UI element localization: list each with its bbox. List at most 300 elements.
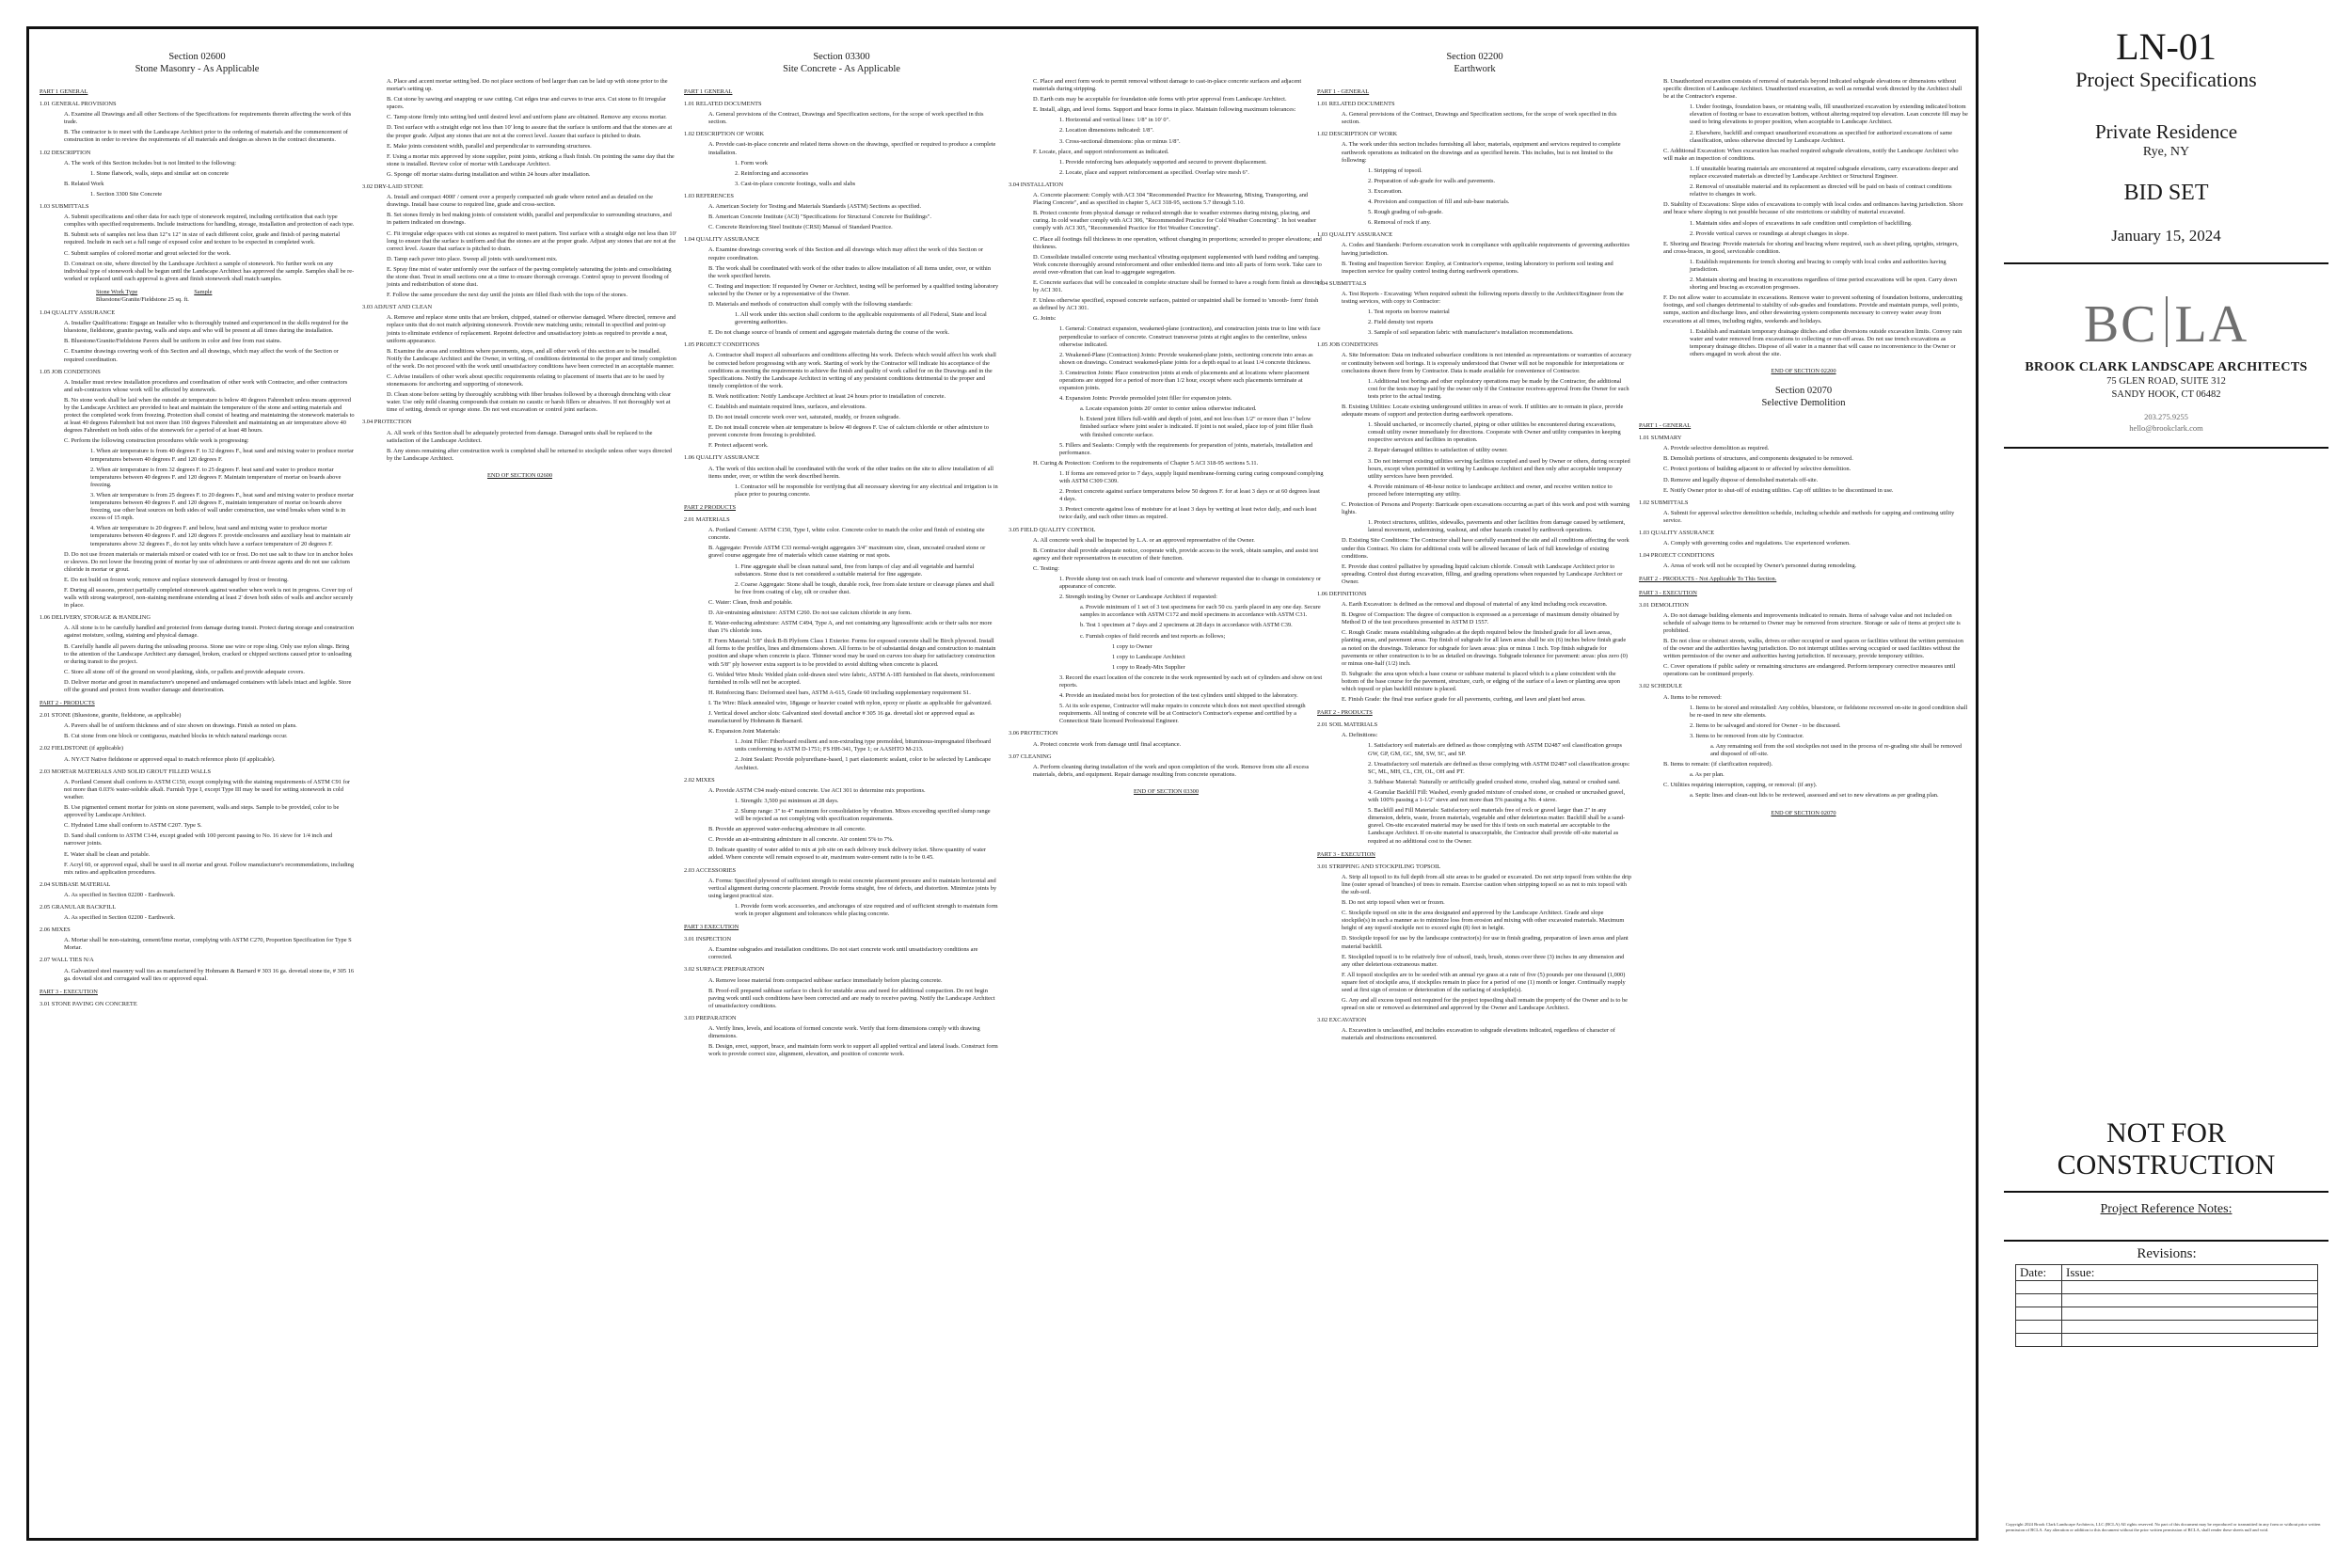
- paragraph: 3. When air temperature is from 25 degrees F. to 20 degrees F., heat sand and mixing water to produce mortar temperatures between 40 degrees F. and 120 degrees F., maintain temperature of mortar on boards above freezing, use other heat sources on both sides of wall under construction, use wind breaks when wind is in excess of 15 mph.: [90, 491, 354, 522]
- paragraph: D. Earth cuts may be acceptable for foundation side forms with prior approval from Landscape Architect.: [1033, 96, 1287, 103]
- paragraph: D. Deliver mortar and grout in manufacturer's unopened and undamaged containers with labels intact and legible. Store off the ground and protect from weather damage and deterioration.: [64, 678, 352, 693]
- paragraph: A. As specified in Section 02200 - Earthwork.: [64, 891, 176, 898]
- paragraph: E. Provide dust control palliative by spreading liquid calcium chloride. Consult with Landscape Architect prior to spreading. Control dust during excavation, filling, and grading operations when requested by Landscape Architect or Owner.: [1342, 562, 1623, 585]
- paragraph: C. Protect portions of building adjacent to or affected by selective demolition.: [1663, 466, 1851, 473]
- paragraph: 3. Do not interrupt existing utilities serving facilities occupied and used by Owner or others, during occupied hours, except when permitted in writing by Landscape Architect and then only after acceptable temporary utility services have been provided.: [1368, 457, 1630, 480]
- firm-logo: BC LA: [2083, 295, 2249, 354]
- paragraph: A. All work of this Section shall be adequately protected from damage. Damaged units shall be replaced to the satisfaction of the Landscape Architect.: [387, 429, 653, 444]
- paragraph: A. Installer must review installation procedures and coordination of other work with Contractor, and other contractors and sub-contractors whose work will be affected by stonework.: [64, 378, 348, 393]
- table-row: [2016, 1321, 2318, 1334]
- paragraph: B. Cut stone from one block or contiguous, matched blocks in which natural markings occur.: [64, 733, 288, 740]
- paragraph: 1. Contractor will be responsible for verifying that all necessary sleeving for any electrical and irrigation is in place prior to pouring concrete.: [735, 483, 998, 498]
- paragraph: B. The contractor is to meet with the Landscape Architect prior to the ordering of materials and the commencement of construction in order to review the requirements of all materials and designs as shown in the contract documents.: [64, 129, 348, 144]
- paragraph: 3. Subbase Material: Naturally or artificially graded crushed stone, crushed slag, natural or crushed sand.: [1368, 778, 1621, 785]
- article-heading: 3.05 FIELD QUALITY CONTROL: [1009, 526, 1096, 533]
- paragraph: A. Installer Qualifications: Engage an Installer who is thoroughly trained and experienced in the skills required for the bluestone, fieldstone, granite paving, walls and steps and who will be present at all times during the installation.: [64, 320, 349, 335]
- article-heading: 3.02 EXCAVATION: [1317, 1017, 1367, 1024]
- article-heading: 1.01 RELATED DOCUMENTS: [684, 101, 762, 108]
- paragraph: A. As specified in Section 02200 - Earthwork.: [64, 914, 176, 922]
- paragraph: A. The work of this Section includes but is not limited to the following:: [64, 159, 237, 166]
- article-heading: 1.03 QUALITY ASSURANCE: [1317, 231, 1393, 239]
- sheet-number: LN-01: [2116, 25, 2217, 68]
- paragraph: 3. Protect concrete against loss of moisture for at least 3 days by wetting at least twice daily, and each least twice daily, and each other times as required.: [1059, 506, 1317, 521]
- paragraph: B. No stone work shall be laid when the outside air temperature is below 40 degrees Fahrenheit unless means approved by the Landscape Architect are provided to heat and maintain the temperature of the stone and setting materials and protect the completed work from freezing. Protection shall consist of heating and maintaining the stonework materials to at least 40 degrees Fahrenheit but not more than 160 degrees Fahrenheit and maintaining an air temperature above 40 degrees Fahrenheit on both sides of the stonework for a period of at least 48 hours.: [64, 396, 355, 435]
- paragraph: A. Site Information: Data on indicated subsurface conditions is not intended as representations or warranties of accuracy or continuity between soil borings. It is expressly understood that Owner will not be responsible for interpretations or conclusions drawn there from by Contractor. Data is made available for convenience of Contractor.: [1342, 352, 1632, 374]
- end-of-section: END OF SECTION 03300: [1133, 787, 1200, 795]
- paragraph: B. Provide an approved water-reducing admixture in all concrete.: [708, 826, 866, 833]
- paragraph: A. Submit specifications and other data for each type of stonework required, including certification that each type complies with specified requirements. Include instructions for handling, storage, installation and protection of each type.: [64, 214, 355, 229]
- paragraph: 2. Strength testing by Owner or Landscape Architect if requested:: [1059, 594, 1217, 601]
- paragraph: 2. Location dimensions indicated: 1/8".: [1059, 127, 1154, 135]
- paragraph: 1. Stripping of topsoil.: [1368, 166, 1422, 174]
- sample-table: Stone Work Type Sample Bluestone/Granite/Fieldstone 25 sq. ft.: [96, 288, 213, 303]
- paragraph: 1. Stone flatwork, walls, steps and similar set on concrete: [90, 169, 229, 177]
- not-for-construction-stamp: NOT FOR CONSTRUCTION: [2057, 1117, 2276, 1180]
- paragraph: F. Acryl 60, or approved equal, shall be used in all mortar and grout. Follow manufacturer's recommendations, including mix ratios and application procedures.: [64, 861, 355, 876]
- paragraph: 3. Cross-sectional dimensions: plus or minus 1/8".: [1059, 137, 1181, 145]
- article-heading: 3.01 STRIPPING AND STOCKPILING TOPSOIL: [1317, 863, 1441, 870]
- article-heading: 2.04 SUBBASE MATERIAL: [40, 880, 111, 888]
- copyright-notice: Copyright 2024 Brook Clark Landscape Architects, LLC (BCLA) All rights reserved. No part of this document may be reproduced or transmitted in any form or without prior written permission of BCLA. Any alteration or addition to this document without the prior written permission of BCLA, shall render these sheets null and void.: [2006, 1522, 2321, 1532]
- date-header: Date:: [2016, 1265, 2062, 1281]
- paragraph: F. Follow the same procedure the next day until the joints are filled flush with the tops of the stones.: [387, 292, 628, 299]
- section-heading: Section 03300 Site Concrete - As Applicable: [783, 52, 900, 74]
- table-row: [2016, 1281, 2318, 1294]
- paragraph: A. Concrete placement: Comply with ACI 304 "Recommended Practice for Measuring, Mixing, Transporting, and Placing Concrete", and as specified in chapter 5, ACI 318-95, sections 5.7 through 5.10.: [1033, 192, 1309, 207]
- paragraph: B. Work notification: Notify Landscape Architect at least 24 hours prior to installation of concrete.: [708, 392, 946, 400]
- paragraph: 1. Establish and maintain temporary drainage ditches and other diversions outside excavation limits. Convey rain water and water removed from excavations to collecting or run-off areas. Do not use trench excavations as temporary drainage ditches. Dispose of all water in a manner that will cause no inconvenience to the Owner or others engaged in work about the site.: [1690, 327, 1963, 357]
- paragraph: 2. Provide vertical curves or roundings at abrupt changes in slope.: [1690, 230, 1849, 237]
- firm-phone: 203.275.9255: [2144, 412, 2188, 421]
- paragraph: 2. Locate, place and support reinforcement as specified. Overlap wire mesh 6".: [1059, 168, 1249, 176]
- divider: [2004, 262, 2328, 264]
- paragraph: A. Provide cast-in-place concrete and related items shown on the drawings, specified or required to produce a complete installation.: [708, 141, 996, 156]
- paragraph: 2. Reinforcing and accessories: [735, 169, 809, 177]
- paragraph: 4. Expansion Joints: Provide premolded joint filler for expansion joints.: [1059, 395, 1232, 403]
- paragraph: A. Perform cleaning during installation of the work and upon completion of the work. Remove from site all excess materials, debris, and equipment. Repair damage resulting from concrete operations.: [1033, 763, 1310, 778]
- paragraph: 3. Construction Joints: Place construction joints at ends of placements and at locations where placement operations are stopped for a period of more than 1/2 hour, except where such placements terminate at expansion joints.: [1059, 369, 1310, 392]
- paragraph: 4. Provide an insulated moist box for protection of the test cylinders until shipped to the laboratory.: [1059, 692, 1298, 700]
- paragraph: B. Degree of Compaction: The degree of compaction is expressed as a percentage of maximum density obtained by Method D of the test procedures presented in ASTM D 1557.: [1342, 611, 1620, 626]
- paragraph: F. Locate, place, and support reinforcement as indicated.: [1033, 148, 1169, 155]
- paragraph: A. Provide ASTM C94 ready-mixed concrete. Use ACI 301 to determine mix proportions.: [708, 786, 926, 794]
- paragraph: A. American Society for Testing and Materials Standards (ASTM) Sections as specified.: [708, 203, 922, 211]
- paragraph: B. Items to remain: (if clarification required).: [1663, 761, 1773, 768]
- paragraph: B. Protect concrete from physical damage or reduced strength due to weather extremes during mixing, placing, and curing. In cold weather comply with ACI 306, "Recommended Practice for Cold Weather Concreting". In hot weather comply with ACI 305, "Recommended Practice for Hot Weather Concreting".: [1033, 210, 1317, 232]
- paragraph: F. Form Material: 5/8" thick B-B Plyform Class 1 Exterior. Forms for exposed concrete shall be Birch plywood. Install all forms to the profiles, lines and dimensions shown. All forms to be of substantial design and construction to maintain position and shape when concrete is place. Thinner wood may be used on curves too sharp for satisfactory construction with 5/8" ply however extra support is to be provided to avoid shifting when concrete is placed.: [708, 638, 996, 668]
- paragraph: 1. Provide form work accessories, and anchorages of size required and of sufficient strength to maintain form work in proper alignment and tolerances while placing concrete.: [735, 902, 998, 917]
- article-heading: 2.01 MATERIALS: [684, 516, 730, 524]
- article-heading: 1.02 DESCRIPTION: [40, 149, 91, 156]
- paragraph: C. Tamp stone firmly into setting bed until desired level and uniform plane are obtained. Remove any excess mortar.: [387, 114, 667, 121]
- paragraph: A. All concrete work shall be inspected by L.A. or an approved representative of the Owner.: [1033, 536, 1255, 544]
- paragraph: C. Place all footings full thickness in one operation, without changing in proportions; screeded to proper elevations; and thickness.: [1033, 235, 1322, 250]
- firm-name: BROOK CLARK LANDSCAPE ARCHITECTS: [2025, 360, 2308, 374]
- firm-address-line-2: SANDY HOOK, CT 06482: [2111, 389, 2221, 400]
- paragraph: 3. Sample of soil separation fabric with manufacturer's installation recommendations.: [1368, 329, 1574, 337]
- paragraph: 1. If unsuitable bearing materials are encountered at required subgrade elevations, carry excavations deeper and replace excavated materials as directed by Landscape Architect or Structural Engineer.: [1690, 165, 1959, 181]
- end-of-section: END OF SECTION 02200: [1771, 368, 1836, 374]
- paragraph: 5. At its sole expense, Contractor will make repairs to concrete which does not meet specified strength requirements. All testing of concrete will be at Contractor's Contractor's expense and certified by a Connecticut State licensed Professional Engineer.: [1059, 703, 1306, 725]
- paragraph: 3. Items to be removed from site by Contractor.: [1690, 732, 1804, 739]
- paragraph: B. Proof-roll prepared subbase surface to check for unstable areas and need for additional compaction. Do not begin paving work until such conditions have been corrected and are ready to receive paving. Notify the Landscape Architect of unsatisfactory conditions.: [708, 987, 995, 1009]
- part-heading: PART 1 GENERAL: [684, 88, 733, 95]
- paragraph: 4. Provide minimum of 48-hour notice to landscape architect and owner, and receive written notice to proceed before interrupting any utility.: [1368, 483, 1613, 498]
- paragraph: F. Do not allow water to accumulate in excavations. Remove water to prevent softening of foundation bottoms, undercutting footings, and soil changes detrimental to stability of sub-grades and foundations. Provide and maintain pumps, well points, sumps, suction and discharge lines, and other dewatering system components necessary to convey water away from excavations at all times, including nights, weekends and holidays.: [1663, 294, 1963, 325]
- paragraph: 1 copy to Landscape Architect: [1112, 653, 1185, 660]
- paragraph: 1. Establish requirements for trench shoring and bracing to comply with local codes and authorities having jurisdiction.: [1690, 258, 1947, 273]
- paragraph: C. Additional Excavation: When excavation has reached required subgrade elevations, notify the Landscape Architect who will make an inspection of conditions.: [1663, 147, 1959, 162]
- paragraph: C. Stockpile topsoil on site in the area designated and approved by the Landscape Architect. Grade and slope stockpile(s) in such a manner as to minimize loss from erosion and mixing with other excavated materials. Maximum height of any topsoil stockpile not to exceed eight (8) feet in height.: [1342, 910, 1625, 932]
- paragraph: a. Provide minimum of 1 set of 3 test specimens for each 50 cu. yards placed in any one day. Secure samples in accordance with ASTM C172 and mold specimens in accordance with ASTM C31.: [1080, 604, 1321, 619]
- paragraph: 2. Unsatisfactory soil materials are defined as those complying with ASTM D2487 soil classification groups: SC, ML, MH, CL, CH, OL, OH and PT.: [1368, 760, 1630, 775]
- paragraph: E. Concrete surfaces that will be concealed in complete structure shall be formed to have a rough form finish as directed by ACI 301.: [1033, 278, 1323, 294]
- paragraph: K. Expansion Joint Materials:: [708, 728, 781, 736]
- paragraph: 2. Maintain shoring and bracing in excavations regardless of time period excavations will be open. Carry down shoring and bracing as excavation progresses.: [1690, 277, 1957, 292]
- article-heading: 2.03 MORTAR MATERIALS AND SOLID GROUT FILLED WALLS: [40, 768, 212, 775]
- paragraph: A. Codes and Standards: Perform excavation work in compliance with applicable requirements of governing authorities having jurisdiction.: [1342, 242, 1630, 257]
- paragraph: 1. Section 3300 Site Concrete: [90, 190, 163, 198]
- reference-notes-label: Project Reference Notes:: [2100, 1202, 2233, 1216]
- paragraph: A. NY/CT Native fieldstone or approved equal to match reference photo (if applicable).: [64, 755, 276, 763]
- paragraph: B. Bluestone/Granite/Fieldstone Pavers shall be uniform in color and free from rust stains.: [64, 338, 282, 345]
- paragraph: A. Do not damage building elements and improvements indicated to remain. Items of salvage value and not included on schedule of salvage items to be returned to Owner may be removed from structure. Storage or sale of items at project site is prohibited.: [1663, 611, 1961, 634]
- paragraph: A. Portland Cement: ASTM C150, Type I, white color. Concrete color to match the color and finish of existing site concrete.: [708, 527, 985, 542]
- paragraph: A. Verify lines, levels, and locations of formed concrete work. Verify that form dimensions comply with drawing dimensions.: [708, 1025, 980, 1040]
- paragraph: D. Test surface with a straight edge not less than 10' long to assure that the surface is uniform and that the stones are at the proper grade. Adjust any stones that are not at the correct level. Assure that surface is pitched to drain.: [387, 124, 673, 139]
- paragraph: C. Advise installers of other work about specific requirements relating to placement of inserts that are to be used by stonemasons for anchoring and supporting of stonework.: [387, 373, 665, 388]
- paragraph: B. Do not close or obstruct streets, walks, drives or other occupied or used spaces or facilities without the written permission of the owner and the authorities having jurisdiction. Do not interrupt utilities serving occupied or used facilities without the written permission of the owner and authorities having jurisdiction. If necessary, provide temporary utilities.: [1663, 637, 1963, 660]
- paragraph: F. Unless otherwise specified, exposed concrete surfaces, painted or unpainted shall be formed to 'smooth- form' finish as defined by ACI 301.: [1033, 297, 1319, 312]
- divider: [2004, 1240, 2328, 1242]
- article-heading: 3.02 SURFACE PREPARATION: [684, 966, 765, 974]
- end-of-section: END OF SECTION 02070: [1771, 809, 1836, 816]
- paragraph: C. Testing:: [1033, 564, 1059, 572]
- article-heading: 1.02 DESCRIPTION OF WORK: [684, 131, 765, 138]
- paragraph: D. Do not use frozen materials or materials mixed or coated with ice or frost. Do not use salt to thaw ice in anchor holes or sleeves. Do not lower the freezing point of mortar by use of admixtures or anti-freeze agents and do not use calcium chloride in mortar or grout.: [64, 550, 354, 573]
- paragraph: H. Curing & Protection: Conform to the requirements of Chapter 5 ACI 318-95 sections 5.11.: [1033, 459, 1259, 467]
- paragraph: A. Portland Cement shall conform to ASTM C150, except complying with the staining requirements of ASTM C91 for not more than 0.03% water-soluble alkali. Furnish Type I, except Type III may be used for setting stonework in cold weather.: [64, 778, 351, 800]
- article-heading: 1.06 DEFINITIONS: [1317, 590, 1367, 597]
- paragraph: D. Stability of Excavations: Slope sides of excavations to comply with local codes and ordinances having jurisdiction. Shore and brace where sloping is not possible because of site restrictions or stability of material excavated.: [1663, 201, 1963, 216]
- paragraph: 2. Coarse Aggregate: Stone shall be tough, durable rock, free from slate texture or cleavage planes and shall be free from coating of clay, silt or crusher dust.: [735, 580, 994, 595]
- section-heading: Section 02070 Selective Demolition: [1761, 386, 1846, 409]
- paragraph: 4. Granular Backfill Fill: Washed, evenly graded mixture of crushed stone, or crushed or uncrushed gravel, with 100% passing a 1-1/2" sieve and not more than 5% passing a No. 4 sieve.: [1368, 788, 1626, 804]
- revisions-table: [2015, 1264, 2318, 1347]
- paragraph: 4. Provision and compaction of fill and sub-base materials.: [1368, 198, 1510, 206]
- paragraph: D. Sand shall conform to ASTM C144, except graded with 100 percent passing to No. 16 sieve for 1/4 inch and narrower joints.: [64, 832, 333, 847]
- paragraph: E. Finish Grade: the final true surface grade for all pavements, curbing, and lawn and plant bed areas.: [1342, 696, 1586, 704]
- paragraph: C. Submit samples of colored mortar and grout selected for the work.: [64, 249, 231, 257]
- article-heading: 1.06 DELIVERY, STORAGE & HANDLING: [40, 614, 151, 622]
- paragraph: D. Existing Site Conditions: The Contractor shall have carefully examined the site and all conditions affecting the work under this Contract. No claim for additional costs will be allowed because of lack of full knowledge of existing conditions.: [1342, 537, 1629, 560]
- article-heading: 1.04 QUALITY ASSURANCE: [684, 236, 760, 244]
- paragraph: C. Provide an air-entraining admixture in all concrete. Air content 5% to 7%.: [708, 836, 894, 844]
- paragraph: 2. Weakened-Plane (Contraction) Joints: Provide weakened-plane joints, sectioning concrete into areas as shown on drawings. Construct weakened-plane joints for a depth equal to at least 1/4 concrete thickness.: [1059, 351, 1313, 366]
- part-heading: PART 1 GENERAL: [40, 88, 88, 95]
- paragraph: B. Testing and Inspection Service: Employ, at Contractor's expense, testing laboratory to perform soil testing and inspection service for quality control testing during earthwork operations.: [1342, 260, 1613, 275]
- article-heading: 1.06 QUALITY ASSURANCE: [684, 454, 760, 462]
- paragraph: C. Protection of Persons and Property: Barricade open excavations occurring as part of this work and post with warning lights.: [1342, 501, 1630, 516]
- article-heading: 2.06 MIXES: [40, 927, 71, 934]
- paragraph: A. Examine all Drawings and all other Sections of the Specifications for requirements therein affecting the work of this trade.: [64, 111, 352, 126]
- set-name: BID SET: [2123, 181, 2209, 205]
- paragraph: C. Utilities requiring interruption, capping, or removal: (if any).: [1663, 782, 1818, 789]
- paragraph: B. Unauthorized excavation consists of removal of materials beyond indicated subgrade elevations or dimensions without specific direction of Landscape Architect. Unauthorized excavation, as well as remedial work directed by the Architect shall be at the Contractor's expense.: [1663, 78, 1963, 101]
- paragraph: D. Remove and legally dispose of demolished materials off-site.: [1663, 476, 1819, 483]
- paragraph: A. Areas of work will not be occupied by Owner's personnel during remodeling.: [1663, 562, 1857, 570]
- paragraph: E. Stockpiled topsoil is to be relatively free of subsoil, trash, brush, stones over three (3) inches in any dimension and any other deleterious extraneous matter.: [1342, 953, 1625, 968]
- article-heading: 1.04 SUBMITTALS: [1317, 279, 1367, 287]
- paragraph: 1. Should uncharted, or incorrectly charted, piping or other utilities be encountered during excavations, consult utility owner immediately for directions. Cooperate with Owner and utility companies in keeping respective services and facilities in operation.: [1368, 421, 1621, 444]
- paragraph: A. Protect concrete work from damage until final acceptance.: [1033, 740, 1182, 748]
- paragraph: b. Extend joint fillers full-width and depth of joint, and not less than 1/2" or more than 1" below finished surface where joint sealer is indicated. If joint is not sealed, place top of joint filler flush with finished concrete surface.: [1080, 416, 1313, 438]
- paragraph: B. Use pigmented cement mortar for joints on stone pavement, walls and steps. Sample to be provided, color to be approved by Landscape Architect.: [64, 804, 340, 819]
- paragraph: B. Cut stone by sawing and snapping or saw cutting. Cut edges true and curves to true arcs. Cut stone to fit irregular spaces.: [387, 96, 666, 111]
- paragraph: E. Water-reducing admixture: ASTM C494, Type A, and not containing any lignosulfonic acids or their salts nor more than 1% chloride ions.: [708, 620, 993, 635]
- paragraph: 6. Removal of rock if any.: [1368, 219, 1431, 227]
- paragraph: 2. Preparation of sub-grade for walls and pavements.: [1368, 177, 1496, 184]
- part-heading: PART 2 - PRODUCTS: [1317, 709, 1373, 717]
- paragraph: A. Test Reports - Excavating: When required submit the following reports directly to the Architect/Engineer from the testing services, with copy to Contractor:: [1342, 290, 1624, 305]
- paragraph: C. Rough Grade: means establishing subgrades at the depth required below the finished grade for all lawn areas, planting areas, and pavement areas. Top finish of subgrade for all lawn areas shall be six (6) inches below finish grade as noted on the drawings. Tolerance for subgrade for lawn areas: plus or minus 1 inch. Top finish subgrade for pavements or other construction is to be as detailed on drawings. Subgrade tolerance for pavement: areas: plus zero (0) or minus one-half (1/2) inch.: [1342, 629, 1628, 667]
- paragraph: E. Install, align, and level forms. Support and brace forms in place. Maintain following maximum tolerances:: [1033, 106, 1296, 114]
- paragraph: 2. Repair damaged utilities to satisfaction of utility owner.: [1368, 447, 1508, 454]
- project-name: Private Residence: [2094, 120, 2238, 143]
- paragraph: A. Comply with governing codes and regulations. Use experienced workmen.: [1663, 540, 1851, 547]
- nfc-block: [2004, 1117, 2328, 1217]
- paragraph: C. Water: Clean, fresh and potable.: [708, 598, 793, 606]
- paragraph: B. Do not strip topsoil when wet or frozen.: [1342, 899, 1445, 907]
- paragraph: A. Definitions:: [1342, 732, 1378, 739]
- paragraph: 1. All work under this section shall conform to the applicable requirements of all Federal, State and local governing authorities.: [735, 311, 987, 326]
- paragraph: A. General provisions of the Contract, Drawings and Specification sections, for the scope of work specified in this section.: [1342, 111, 1617, 126]
- paragraph: F. All topsoil stockpiles are to be seeded with an annual rye grass at a rate of five (5) pounds per one thousand (1,000) square feet of stockpile area, if stockpiles remain in place for a period of one (1) month or longer. Continually reapply seed at first sign of erosion or deterioration of the surfacing of stockpile(s).: [1342, 971, 1626, 993]
- paragraph: F. Using a mortar mix approved by stone supplier, point joints, striking a flush finish. On pointing the same day that the stone is installed. Review color of mortar with Landscape Architect.: [387, 152, 675, 167]
- part-heading: PART 1 - GENERAL: [1639, 422, 1692, 430]
- part-heading: PART 2 PRODUCTS: [684, 503, 737, 511]
- paragraph: E. Shoring and Bracing: Provide materials for shoring and bracing where required, such as sheet piling, uprights, stringers, and cross-braces, in good, serviceable condition.: [1663, 240, 1959, 255]
- paragraph: 1. Provide slump test on each truck load of concrete and whenever requested due to change in consistency or appearance of concrete.: [1059, 575, 1322, 591]
- part-heading: PART 3 - EXECUTION: [40, 988, 98, 995]
- part-heading: PART 1 - GENERAL: [1317, 88, 1370, 95]
- article-heading: 1.04 QUALITY ASSURANCE: [40, 309, 116, 317]
- paragraph: B. Related Work: [64, 180, 104, 187]
- paragraph: D. Subgrade: the area upon which a base course or subbase material is placed which is a plane coincident with the bottom of the base course for the pavement, structure, curb, or edging of the surface of a lawn or planting area upon which topsoil or plan backfill mixture is placed.: [1342, 670, 1620, 692]
- paragraph: 1. Protect structures, utilities, sidewalks, pavements and other facilities from damage caused by settlement, lateral movement, undermining, washout, and other hazards created by earthwork operations.: [1368, 519, 1626, 534]
- paragraph: A. Examine drawings covering work of this Section and all drawings which may affect the work of this Section or require coordination.: [708, 246, 984, 261]
- sheet-title: Project Specifications: [2075, 68, 2257, 91]
- paragraph: C. Place and erect form work to permit removal without damage to cast-in-place concrete surfaces and adjacent materials during stripping.: [1033, 78, 1302, 93]
- paragraph: 1. Satisfactory soil materials are defined as those complying with ASTM D2487 soil classification groups GW, GP, GM, GC, SM, SW, SC, and SP.: [1368, 742, 1622, 757]
- paragraph: C. Establish and maintain required lines, surfaces, and elevations.: [708, 404, 866, 410]
- article-heading: 2.07 WALL TIES N/A: [40, 957, 94, 964]
- paragraph: D. Consolidate installed concrete using mechanical vibrating equipment supplemented with hand rodding and tamping. Work concrete thoroughly around reinforcement and other embedded items and into all parts of form work. Take care to avoid over-vibration that can lead to aggregate segregation.: [1033, 253, 1322, 276]
- article-heading: 3.01 STONE PAVING ON CONCRETE: [40, 1000, 137, 1007]
- paragraph: 3. Excavation.: [1368, 187, 1403, 195]
- article-heading: 1.02 SUBMITTALS: [1639, 499, 1689, 506]
- paragraph: c. Furnish copies of field records and test reports as follows;: [1080, 632, 1226, 640]
- article-heading: 1.03 REFERENCES: [684, 192, 734, 199]
- part-heading: PART 2 - PRODUCTS - Not Applicable To This Section.: [1639, 576, 1777, 583]
- paragraph: 1 copy to Owner: [1112, 642, 1152, 650]
- paragraph: G. Welded Wire Mesh: Welded plain cold-drawn steel wire fabric, ASTM A-185 furnished in flat sheets, reinforcement furnished in rolls will not be accepted.: [708, 671, 995, 686]
- paragraph: G. Joints:: [1033, 315, 1057, 323]
- article-heading: 1.03 SUBMITTALS: [40, 203, 89, 211]
- paragraph: A. Excavation is unclassified, and includes excavation to subgrade elevations indicated, regardless of character of materials and obstructions encountered.: [1342, 1027, 1615, 1042]
- paragraph: A. Contractor shall inspect all subsurfaces and conditions affecting his work. Defects which would affect his work shall be corrected before progressing with any work. Starting of work by the Contractor will indicate his acceptance of the conditions as meeting the requirements to achieve the finish and quality of work called for on the Drawings and in the Specifications. Notify the Landscape Architect in writing of any persistent conditions detrimental to the proper and timely completion of the work.: [708, 352, 996, 389]
- paragraph: I. Tie Wire: Black annealed wire, 18gauge or heavier coated with nylon, epoxy or plastic as applicable for galvanized.: [708, 699, 993, 706]
- paragraph: 1. Items to be stored and reinstalled: Any cobbles, bluestone, or fieldstone recovered on-site in good condition shall be re-used in new site elements.: [1690, 704, 1968, 719]
- paragraph: F. During all seasons, protect partially completed stonework against weather when work is not in progress. Cover top of walls with strong waterproof, non-staining membrane extending at least 2' down both sides of walls and anchor securely in place.: [64, 586, 354, 610]
- paragraph: D. Materials and methods of construction shall comply with the following standards:: [708, 300, 913, 308]
- paragraph: D. Stockpile topsoil for use by the landscape contractor(s) for use in finish grading, preparation of lawn areas and plant material backfill.: [1342, 935, 1629, 950]
- paragraph: 5. Fillers and Sealants: Comply with the requirements for preparation of joints, materials, installation and performance.: [1059, 441, 1313, 456]
- paragraph: 1. When air temperature is from 40 degrees F. to 32 degrees F., heat sand and mixing water to produce mortar temperatures between 40 degrees F. and 120 degrees F.: [90, 448, 354, 463]
- spec-column-2: [362, 75, 677, 489]
- paragraph: A. The work of this section shall be coordinated with the work of the other trades on the site to allow installation of all items under, over, or within the work described herein.: [708, 465, 994, 480]
- paragraph: 1. Maintain sides and slopes of excavations in safe condition until completion of backfilling.: [1690, 219, 1913, 227]
- paragraph: B. Examine the areas and conditions where pavements, steps, and all other work of this section are to be installed. Notify the Landscape Architect and the Owner, in writing, of conditions detrimental to the proper and timely completion of the work. Do not proceed with the work until unsatisfactory conditions have been corrected in an acceptable manner.: [387, 347, 677, 370]
- article-heading: 3.01 INSPECTION: [684, 936, 732, 943]
- paragraph: 1. Fine aggregate shall be clean natural sand, free from lumps of clay and all vegetable and harmful substances. Stone dust is not considered a suitable material for fine aggregate.: [735, 562, 975, 578]
- paragraph: C. Perform the following construction procedures while work is progressing:: [64, 437, 249, 445]
- paragraph: 1. If forms are removed prior to 7 days, supply liquid membrane-forming curing curing compound complying with ASTM C309 C309.: [1059, 469, 1324, 485]
- paragraph: B. Existing Utilities: Locate existing underground utilities in areas of work. If utilities are to remain in place, provide adequate means of support and protection during earthwork operations.: [1342, 404, 1624, 419]
- paragraph: B. The work shall be coordinated with work of the other trades to allow installation of all items under, over, or within the work specified herein.: [708, 264, 992, 279]
- paragraph: A. Place and accent mortar setting bed. Do not place sections of bed larger than can be laid up with stone prior to the mortar's setting up.: [387, 78, 668, 93]
- paragraph: J. Vertical dowel anchor slots: Galvanized steel dovetail anchor # 305 16 ga. dovetail slot or approved equal as manufactured by Hohmann & Barnard.: [708, 710, 975, 725]
- paragraph: A. Provide selective demolition as required.: [1663, 445, 1770, 452]
- divider: [2004, 1191, 2328, 1193]
- part-heading: PART 3 - EXECUTION: [1317, 850, 1375, 858]
- paragraph: C. Concrete Reinforcing Steel Institute (CRSI) Manual of Standard Practice.: [708, 224, 893, 231]
- paragraph: B. Carefully handle all pavers during the unloading process. Stone use wire or rope sling. Only use nylon slings. Bring to the attention of the Landscape Architect any damaged, broken, cracked or chipped sections caused prior to unloading or during transit to the project.: [64, 642, 352, 665]
- article-heading: 2.03 ACCESSORIES: [684, 866, 737, 874]
- paragraph: 5. Backfill and Fill Materials: Satisfactory soil materials free of rock or gravel larger than 2" in any dimension, debris, waste, frozen materials, vegetable and other deleterious matter. Backfill shall be a sand-gravel. On-site excavated material may be used for this if tests on such material are acceptable to the Landscape Architect. If on-site material is unacceptable, the Contractor shall provide off-site material as required at no additional cost to the Owner.: [1368, 807, 1626, 845]
- article-heading: 3.03 ADJUST AND CLEAN: [362, 304, 433, 311]
- article-heading: 2.02 FIELDSTONE (if applicable): [40, 745, 123, 752]
- issue-header: Issue:: [2062, 1265, 2318, 1281]
- paragraph: H. Reinforcing Bars: Deformed steel bars, ASTM A-615, Grade 60 including supplementary requirement S1.: [708, 689, 971, 696]
- paragraph: A. Examine subgrades and installation conditions. Do not start concrete work until unsatisfactory conditions are corrected.: [708, 946, 978, 961]
- paragraph: B. Demolish portions of structures, and components designated to be removed.: [1663, 455, 1853, 463]
- paragraph: G. Any and all excess topsoil not required for the project topsoiling shall remain the property of the Owner and is to be spread on site or removed as determined and approved by the Owner and Landscape Architect.: [1342, 997, 1629, 1012]
- paragraph: 2. Elsewhere, backfill and compact unauthorized excavations as specified for authorized excavations of same classification, unless otherwise directed by Landscape Architect.: [1690, 129, 1953, 144]
- article-heading: 2.01 SOIL MATERIALS: [1317, 721, 1378, 729]
- paragraph: C. Hydrated Lime shall conform to ASTM C207. Type S.: [64, 822, 202, 830]
- article-heading: 1.04 PROJECT CONDITIONS: [1639, 552, 1715, 560]
- paragraph: 1. Strength: 3,500 psi minimum at 28 days.: [735, 797, 839, 804]
- article-heading: 1.01 GENERAL PROVISIONS: [40, 101, 117, 108]
- paragraph: 2. Protect concrete against surface temperatures below 50 degrees F. for at least 3 days or at 60 degrees least 4 days.: [1059, 488, 1320, 503]
- paragraph: D. Tamp each paver into place. Sweep all joints with sand/cement mix.: [387, 255, 558, 262]
- article-heading: 2.05 GRANULAR BACKFILL: [40, 903, 117, 911]
- paragraph: B. Design, erect, support, brace, and maintain form work to support all applied vertical and lateral loads. Construct form work to provide correct size, alignment, elevation, and position of concrete work.: [708, 1043, 998, 1058]
- part-heading: PART 2 - PRODUCTS: [40, 700, 95, 707]
- paragraph: A. Strip all topsoil to its full depth from all site areas to be graded or excavated. Do not strip topsoil from within the drip line (outer spread of branches) of trees to remain. Exercise caution when stripping topsoil so as not to mix topsoil with the sub-soil.: [1342, 873, 1632, 895]
- paragraph: 2. Joint Sealant: Provide polyurethane-based, 1 part elastomeric sealant, color to be selected by Landscape Architect.: [735, 756, 992, 771]
- logo-divider: [2166, 296, 2168, 347]
- table-row: [2016, 1334, 2318, 1347]
- issue-date: January 15, 2024: [2111, 227, 2221, 245]
- paragraph: D. Indicate quantity of water added to mix at job site on each delivery truck delivery ticket. Show quantity of water added. Where concrete will remain exposed to air, maximum water-cement ratio is to be 0.45.: [708, 847, 986, 862]
- paragraph: A. Pavers shall be of uniform thickness and of size shown on drawings. Finish as noted on plans.: [64, 722, 297, 730]
- paragraph: 1. Form work: [735, 159, 768, 166]
- paragraph: A. Mortar shall be non-staining, cement/lime mortar, complying with ASTM C270, Proportion Specification for Type S Mortar.: [64, 937, 352, 952]
- paragraph: D. Clean stone before setting by thoroughly scrubbing with fiber brushes followed by a thorough drenching with clear water. Use only mild cleaning compounds that contain no caustic or harsh fillers or abrasives. If not thoroughly wet at time of setting, drench or sponge stone. Do not wet excavation or control joint surfaces.: [387, 391, 672, 414]
- firm-address-line-1: 75 GLEN ROAD, SUITE 312: [2106, 376, 2226, 387]
- article-heading: 3.04 INSTALLATION: [1009, 181, 1064, 188]
- paragraph: a. As per plan.: [1690, 771, 1724, 779]
- article-heading: 1.02 DESCRIPTION OF WORK: [1317, 131, 1398, 138]
- table-row: [2016, 1294, 2318, 1307]
- paragraph: F. Protect adjacent work.: [708, 442, 769, 450]
- paragraph: E. Do not change source of brands of cement and aggregate materials during the course of the work.: [708, 329, 950, 337]
- paragraph: E. Notify Owner prior to shut-off of existing utilities. Cap off utilities to be discontinued in use.: [1663, 486, 1894, 494]
- spec-column-3: [684, 49, 999, 1061]
- paragraph: A. The work under this section includes furnishing all labor, materials, equipment and services required to complete earthwork operations as indicated on the drawings and as specified herein. This includes, but is not limited to the following:: [1342, 141, 1621, 164]
- spec-column-6: [1639, 75, 1968, 827]
- section-heading: Section 02200 Earthwork: [1446, 52, 1503, 74]
- paragraph: 2. Field density test reports: [1368, 319, 1434, 326]
- paragraph: C. Examine drawings covering work of this Section and all drawings, which may affect the work of the Section or required coordination.: [64, 348, 339, 363]
- paragraph: C. Testing and inspection: If requested by Owner or Architect, testing will be performed by a qualified testing laboratory selected by the Owner or by a representative of the Owner.: [708, 282, 999, 297]
- article-heading: 3.03 PREPARATION: [684, 1014, 737, 1022]
- paragraph: 1. Test reports on borrow material: [1368, 309, 1450, 316]
- paragraph: 2. Removal of unsuitable material and its replacement as directed will be paid on basis of contract conditions relative to changes in work.: [1690, 183, 1952, 198]
- paragraph: A. Forms: Specified plywood of sufficient strength to resist concrete placement pressure and to maintain horizontal and vertical alignment during concrete placement. Provide forms straight, free of defects, and distortion. Minimize joints by using largest practical size.: [708, 877, 997, 899]
- paragraph: B. Any stones remaining after construction work is completed shall be returned to stockpile unless other ways directed by the Landscape Architect.: [387, 447, 673, 462]
- article-heading: 3.02 SCHEDULE: [1639, 683, 1683, 690]
- paragraph: C. Fit irregular edge spaces with cut stones as required to meet pattern. Test surface with a straight edge not less than 10' long to ensure that the surface is uniform and that the stones are at the proper grade. Adjust any stones that are not at the correct level. Assure that surface is pitched to drain.: [387, 230, 676, 252]
- paragraph: C. Cover operations if public safety or remaining structures are endangered. Perform temporary corrective measures until operations can be continued properly.: [1663, 663, 1956, 678]
- paragraph: B. Set stones firmly in bed making joints of consistent width, parallel and perpendicular to surrounding structures, and in pattern indicated on drawings.: [387, 212, 672, 227]
- table-row: [2016, 1265, 2318, 1281]
- project-location: Rye, NY: [2142, 145, 2190, 159]
- paragraph: A. General provisions of the Contract, Drawings and Specification sections, for the scope of work specified in this section.: [708, 111, 984, 126]
- paragraph: 2. Items to be salvaged and stored for Owner - to be discussed.: [1690, 721, 1841, 729]
- spec-column-4: [1009, 75, 1324, 805]
- article-heading: 2.02 MIXES: [684, 776, 715, 784]
- paragraph: D. Do not install concrete work over wet, saturated, muddy, or frozen subgrade.: [708, 414, 900, 421]
- end-of-section: END OF SECTION 02600: [486, 471, 553, 479]
- article-heading: 1.05 JOB CONDITIONS: [40, 368, 101, 375]
- paragraph: C. Store all stone off of the ground on wood planking, skids, or pallets and provide adequate covers.: [64, 668, 305, 675]
- paragraph: B. Submit sets of samples not less than 12"x 12" in size of each different color, grade and finish of paving material required. Include in each set a full range of exposed color and texture to be expected in completed work.: [64, 231, 341, 246]
- paragraph: 1. General: Construct expansion, weakened-plane (contraction), and construction joints true to line with face perpendicular to surface of concrete. Construct transverse joints at right angles to the centerline, unless otherwise indicated.: [1059, 325, 1321, 348]
- table-row: [2016, 1307, 2318, 1321]
- spec-column-5: [1317, 49, 1632, 1046]
- divider: [2004, 447, 2328, 449]
- part-heading: PART 3 EXECUTION: [684, 924, 739, 931]
- paragraph: A. Items to be removed:: [1663, 693, 1722, 701]
- paragraph: A. Remove and replace stone units that are broken, chipped, stained or otherwise damaged. Where directed, remove and replace units that do not match adjoining stonework. Provide new matching units; reinstall in specified and point-up joints to eliminate evidence of replacement. Repoint defective and unsatisfactory joints as required to provide a neat, uniform appearance.: [387, 314, 676, 344]
- paragraph: G. Sponge off mortar stains during installation and within 24 hours after installation.: [387, 170, 591, 178]
- paragraph: A. All stone is to be carefully handled and protected from damage during transit. Protect during storage and construction against moisture, soiling, staining and physical damage.: [64, 625, 355, 640]
- paragraph: A. Submit for approval selective demolition schedule, including schedule and methods for capping and continuing utility service.: [1663, 509, 1955, 524]
- paragraph: B. American Concrete Institute (ACI) "Specifications for Structural Concrete for Buildings".: [708, 214, 931, 221]
- article-heading: 1.03 QUALITY ASSURANCE: [1639, 530, 1715, 537]
- article-heading: 3.07 CLEANING: [1009, 752, 1052, 760]
- paragraph: a. Any remaining soil from the soil stockpiles not used in the process of re-grading site shall be removed and disposed of off-site.: [1710, 743, 1963, 758]
- paragraph: A. Galvanized steel masonry wall ties as manufactured by Hohmann & Barnard # 303 16 ga. dovetail stone tie, # 305 16 ga. dovetail slot and corrugated wall ties or approved equal.: [64, 967, 355, 982]
- spec-column-1: [40, 49, 355, 1008]
- paragraph: B. Aggregate: Provide ASTM C33 normal-weight aggregates 3/4" maximum size, clean, uncoated crushed stone or gravel course aggregate free of materials which cause staining or rust spots.: [708, 545, 986, 560]
- revisions-label: Revisions:: [2137, 1246, 2197, 1261]
- revisions-block: [2015, 1246, 2318, 1347]
- paragraph: E. Do not install concrete when air temperature is below 40 degrees F. Use of calcium chloride or other admixture to prevent concrete from freezing is prohibited.: [708, 424, 989, 439]
